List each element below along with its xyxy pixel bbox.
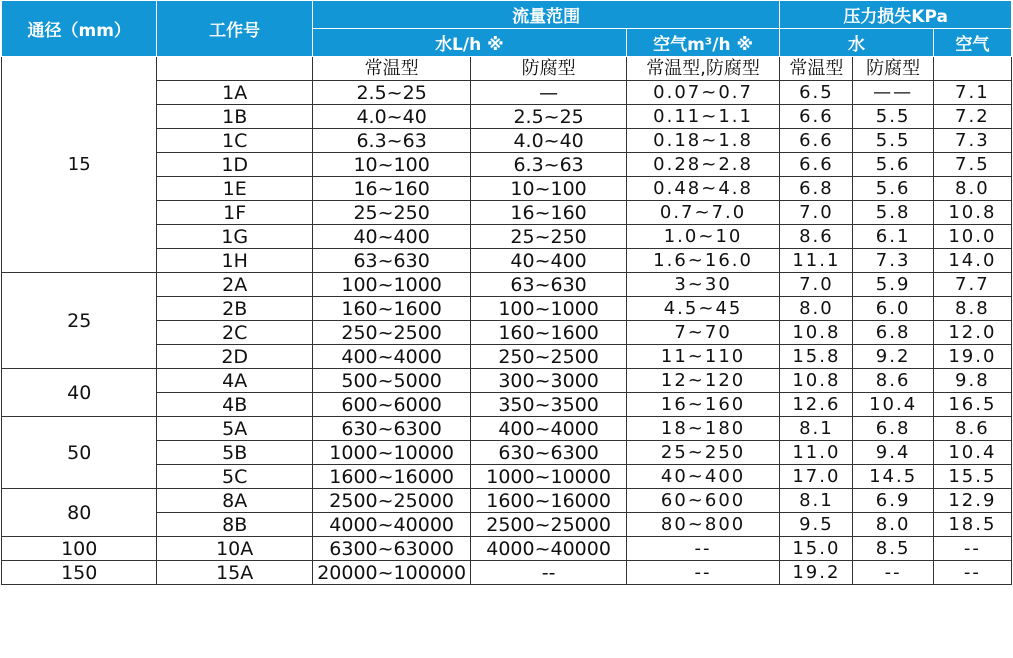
loss-anticorrosion-cell: 5.6 <box>853 153 933 177</box>
water-normal-cell: 6300~63000 <box>312 537 470 561</box>
loss-anticorrosion-cell: 8.0 <box>853 513 933 537</box>
model-cell: 15A <box>157 561 312 585</box>
loss-anticorrosion-cell: 6.1 <box>853 225 933 249</box>
water-normal-cell: 20000~100000 <box>312 561 470 585</box>
loss-anticorrosion-cell: 6.8 <box>853 417 933 441</box>
loss-anticorrosion-cell: 5.5 <box>853 129 933 153</box>
water-normal-cell: 400~4000 <box>312 345 470 369</box>
air-flow-cell: 0.18~1.8 <box>626 129 779 153</box>
subheader-row <box>2 57 1012 81</box>
air-flow-cell: 40~400 <box>626 465 779 489</box>
model-cell: 4B <box>157 393 312 417</box>
loss-normal-cell: 12.6 <box>780 393 853 417</box>
water-anticorrosion-cell: 630~6300 <box>471 441 626 465</box>
air-flow-cell: -- <box>626 561 779 585</box>
subheader-air-loss <box>933 57 1011 81</box>
loss-normal-cell: 7.0 <box>780 273 853 297</box>
model-cell: 10A <box>157 537 312 561</box>
table-body <box>2 57 1012 585</box>
model-cell: 1A <box>157 81 312 105</box>
water-anticorrosion-cell: — <box>471 81 626 105</box>
loss-anticorrosion-cell: 8.5 <box>853 537 933 561</box>
loss-air-cell: 16.5 <box>933 393 1011 417</box>
air-flow-cell: 0.28~2.8 <box>626 153 779 177</box>
loss-air-cell: -- <box>933 537 1011 561</box>
model-cell: 8B <box>157 513 312 537</box>
model-cell: 1F <box>157 201 312 225</box>
air-flow-cell: 1.0~10 <box>626 225 779 249</box>
diameter-cell: 15 <box>2 57 157 273</box>
model-cell: 5C <box>157 465 312 489</box>
table-row <box>2 489 1012 513</box>
loss-air-cell: 7.5 <box>933 153 1011 177</box>
water-anticorrosion-cell: 16~160 <box>471 201 626 225</box>
air-flow-cell: 0.48~4.8 <box>626 177 779 201</box>
loss-normal-cell: 10.8 <box>780 369 853 393</box>
loss-anticorrosion-cell: 14.5 <box>853 465 933 489</box>
diameter-cell: 50 <box>2 417 157 489</box>
water-normal-cell: 63~630 <box>312 249 470 273</box>
air-flow-cell: 7~70 <box>626 321 779 345</box>
loss-normal-cell: 7.0 <box>780 201 853 225</box>
water-anticorrosion-cell: 160~1600 <box>471 321 626 345</box>
loss-air-cell: 12.9 <box>933 489 1011 513</box>
water-anticorrosion-cell: 63~630 <box>471 273 626 297</box>
loss-anticorrosion-cell: 9.2 <box>853 345 933 369</box>
loss-normal-cell: 8.0 <box>780 297 853 321</box>
model-cell: 2C <box>157 321 312 345</box>
model-cell: 8A <box>157 489 312 513</box>
loss-normal-cell: 17.0 <box>780 465 853 489</box>
water-normal-cell: 25~250 <box>312 201 470 225</box>
water-normal-cell: 4.0~40 <box>312 105 470 129</box>
subheader-air-types: 常温型,防腐型 <box>626 57 779 81</box>
water-normal-cell: 160~1600 <box>312 297 470 321</box>
water-normal-cell: 16~160 <box>312 177 470 201</box>
air-flow-cell: -- <box>626 537 779 561</box>
loss-normal-cell: 10.8 <box>780 321 853 345</box>
loss-air-cell: 7.7 <box>933 273 1011 297</box>
loss-normal-cell: 6.8 <box>780 177 853 201</box>
loss-normal-cell: 11.1 <box>780 249 853 273</box>
water-normal-cell: 1000~10000 <box>312 441 470 465</box>
loss-normal-cell: 8.1 <box>780 417 853 441</box>
model-cell: 1D <box>157 153 312 177</box>
loss-anticorrosion-cell: 6.8 <box>853 321 933 345</box>
loss-air-cell: 18.5 <box>933 513 1011 537</box>
table-row <box>2 369 1012 393</box>
loss-air-cell: 7.3 <box>933 129 1011 153</box>
header-air-loss: 空气 <box>933 29 1011 57</box>
water-anticorrosion-cell: 350~3500 <box>471 393 626 417</box>
water-anticorrosion-cell: 4000~40000 <box>471 537 626 561</box>
air-flow-cell: 0.11~1.1 <box>626 105 779 129</box>
table-row <box>2 537 1012 561</box>
loss-air-cell: 10.4 <box>933 441 1011 465</box>
subheader-loss-anticorrosion: 防腐型 <box>853 57 933 81</box>
header-water-flow: 水L/h ※ <box>312 29 626 57</box>
air-flow-cell: 18~180 <box>626 417 779 441</box>
loss-anticorrosion-cell: 6.9 <box>853 489 933 513</box>
air-flow-cell: 1.6~16.0 <box>626 249 779 273</box>
loss-air-cell: 8.8 <box>933 297 1011 321</box>
loss-air-cell: 8.0 <box>933 177 1011 201</box>
water-anticorrosion-cell: 10~100 <box>471 177 626 201</box>
water-anticorrosion-cell: 300~3000 <box>471 369 626 393</box>
loss-anticorrosion-cell: -- <box>853 561 933 585</box>
air-flow-cell: 25~250 <box>626 441 779 465</box>
flow-spec-table <box>1 0 1012 585</box>
header-flow-range: 流量范围 <box>312 1 779 29</box>
model-cell: 5B <box>157 441 312 465</box>
model-cell: 4A <box>157 369 312 393</box>
diameter-cell: 100 <box>2 537 157 561</box>
loss-anticorrosion-cell: 10.4 <box>853 393 933 417</box>
loss-normal-cell: 6.6 <box>780 129 853 153</box>
air-flow-cell: 11~110 <box>626 345 779 369</box>
water-anticorrosion-cell: -- <box>471 561 626 585</box>
air-flow-cell: 12~120 <box>626 369 779 393</box>
table-row <box>2 273 1012 297</box>
loss-air-cell: 8.6 <box>933 417 1011 441</box>
water-normal-cell: 1600~16000 <box>312 465 470 489</box>
water-normal-cell: 600~6000 <box>312 393 470 417</box>
loss-anticorrosion-cell: 6.0 <box>853 297 933 321</box>
water-anticorrosion-cell: 1000~10000 <box>471 465 626 489</box>
model-cell: 1G <box>157 225 312 249</box>
loss-normal-cell: 8.6 <box>780 225 853 249</box>
diameter-cell: 80 <box>2 489 157 537</box>
loss-normal-cell: 11.0 <box>780 441 853 465</box>
model-cell: 5A <box>157 417 312 441</box>
model-cell: 1B <box>157 105 312 129</box>
water-anticorrosion-cell: 1600~16000 <box>471 489 626 513</box>
water-normal-cell: 250~2500 <box>312 321 470 345</box>
loss-air-cell: 15.5 <box>933 465 1011 489</box>
header-air-flow: 空气m³/h ※ <box>626 29 779 57</box>
loss-air-cell: 12.0 <box>933 321 1011 345</box>
subheader-water-normal: 常温型 <box>312 57 470 81</box>
model-cell: 2A <box>157 273 312 297</box>
header-diameter: 通径（mm） <box>2 1 157 57</box>
loss-normal-cell: 15.8 <box>780 345 853 369</box>
loss-normal-cell: 8.1 <box>780 489 853 513</box>
water-anticorrosion-cell: 4.0~40 <box>471 129 626 153</box>
table-row <box>2 561 1012 585</box>
table-header <box>2 1 1012 57</box>
header-pressure-loss: 压力损失KPa <box>780 1 1012 29</box>
water-normal-cell: 100~1000 <box>312 273 470 297</box>
loss-anticorrosion-cell: 5.9 <box>853 273 933 297</box>
loss-air-cell: 10.0 <box>933 225 1011 249</box>
loss-normal-cell: 6.5 <box>780 81 853 105</box>
loss-anticorrosion-cell: 5.6 <box>853 177 933 201</box>
loss-air-cell: 7.2 <box>933 105 1011 129</box>
loss-air-cell: 9.8 <box>933 369 1011 393</box>
subheader-loss-normal: 常温型 <box>780 57 853 81</box>
subheader-water-anticorrosion: 防腐型 <box>471 57 626 81</box>
model-cell: 1E <box>157 177 312 201</box>
air-flow-cell: 0.07~0.7 <box>626 81 779 105</box>
loss-normal-cell: 9.5 <box>780 513 853 537</box>
water-anticorrosion-cell: 2.5~25 <box>471 105 626 129</box>
diameter-cell: 150 <box>2 561 157 585</box>
water-anticorrosion-cell: 250~2500 <box>471 345 626 369</box>
loss-air-cell: 7.1 <box>933 81 1011 105</box>
loss-normal-cell: 15.0 <box>780 537 853 561</box>
water-anticorrosion-cell: 25~250 <box>471 225 626 249</box>
diameter-cell: 40 <box>2 369 157 417</box>
water-anticorrosion-cell: 2500~25000 <box>471 513 626 537</box>
water-anticorrosion-cell: 6.3~63 <box>471 153 626 177</box>
loss-air-cell: -- <box>933 561 1011 585</box>
water-normal-cell: 10~100 <box>312 153 470 177</box>
diameter-cell: 25 <box>2 273 157 369</box>
water-normal-cell: 630~6300 <box>312 417 470 441</box>
air-flow-cell: 16~160 <box>626 393 779 417</box>
model-cell: 1H <box>157 249 312 273</box>
loss-air-cell: 10.8 <box>933 201 1011 225</box>
loss-anticorrosion-cell: 8.6 <box>853 369 933 393</box>
loss-anticorrosion-cell: 7.3 <box>853 249 933 273</box>
water-normal-cell: 6.3~63 <box>312 129 470 153</box>
loss-anticorrosion-cell: 5.5 <box>853 105 933 129</box>
loss-normal-cell: 6.6 <box>780 153 853 177</box>
header-model: 工作号 <box>157 1 312 57</box>
header-water-loss: 水 <box>780 29 933 57</box>
model-cell: 1C <box>157 129 312 153</box>
loss-normal-cell: 6.6 <box>780 105 853 129</box>
water-anticorrosion-cell: 400~4000 <box>471 417 626 441</box>
water-normal-cell: 2.5~25 <box>312 81 470 105</box>
loss-anticorrosion-cell: 9.4 <box>853 441 933 465</box>
model-cell: 2D <box>157 345 312 369</box>
loss-air-cell: 14.0 <box>933 249 1011 273</box>
loss-anticorrosion-cell: 5.8 <box>853 201 933 225</box>
water-normal-cell: 4000~40000 <box>312 513 470 537</box>
air-flow-cell: 3~30 <box>626 273 779 297</box>
water-normal-cell: 500~5000 <box>312 369 470 393</box>
air-flow-cell: 4.5~45 <box>626 297 779 321</box>
air-flow-cell: 0.7~7.0 <box>626 201 779 225</box>
loss-normal-cell: 19.2 <box>780 561 853 585</box>
table-row <box>2 417 1012 441</box>
air-flow-cell: 60~600 <box>626 489 779 513</box>
air-flow-cell: 80~800 <box>626 513 779 537</box>
water-anticorrosion-cell: 100~1000 <box>471 297 626 321</box>
water-normal-cell: 2500~25000 <box>312 489 470 513</box>
subheader-model-blank <box>157 57 312 81</box>
water-anticorrosion-cell: 40~400 <box>471 249 626 273</box>
loss-air-cell: 19.0 <box>933 345 1011 369</box>
model-cell: 2B <box>157 297 312 321</box>
water-normal-cell: 40~400 <box>312 225 470 249</box>
loss-anticorrosion-cell: —— <box>853 81 933 105</box>
